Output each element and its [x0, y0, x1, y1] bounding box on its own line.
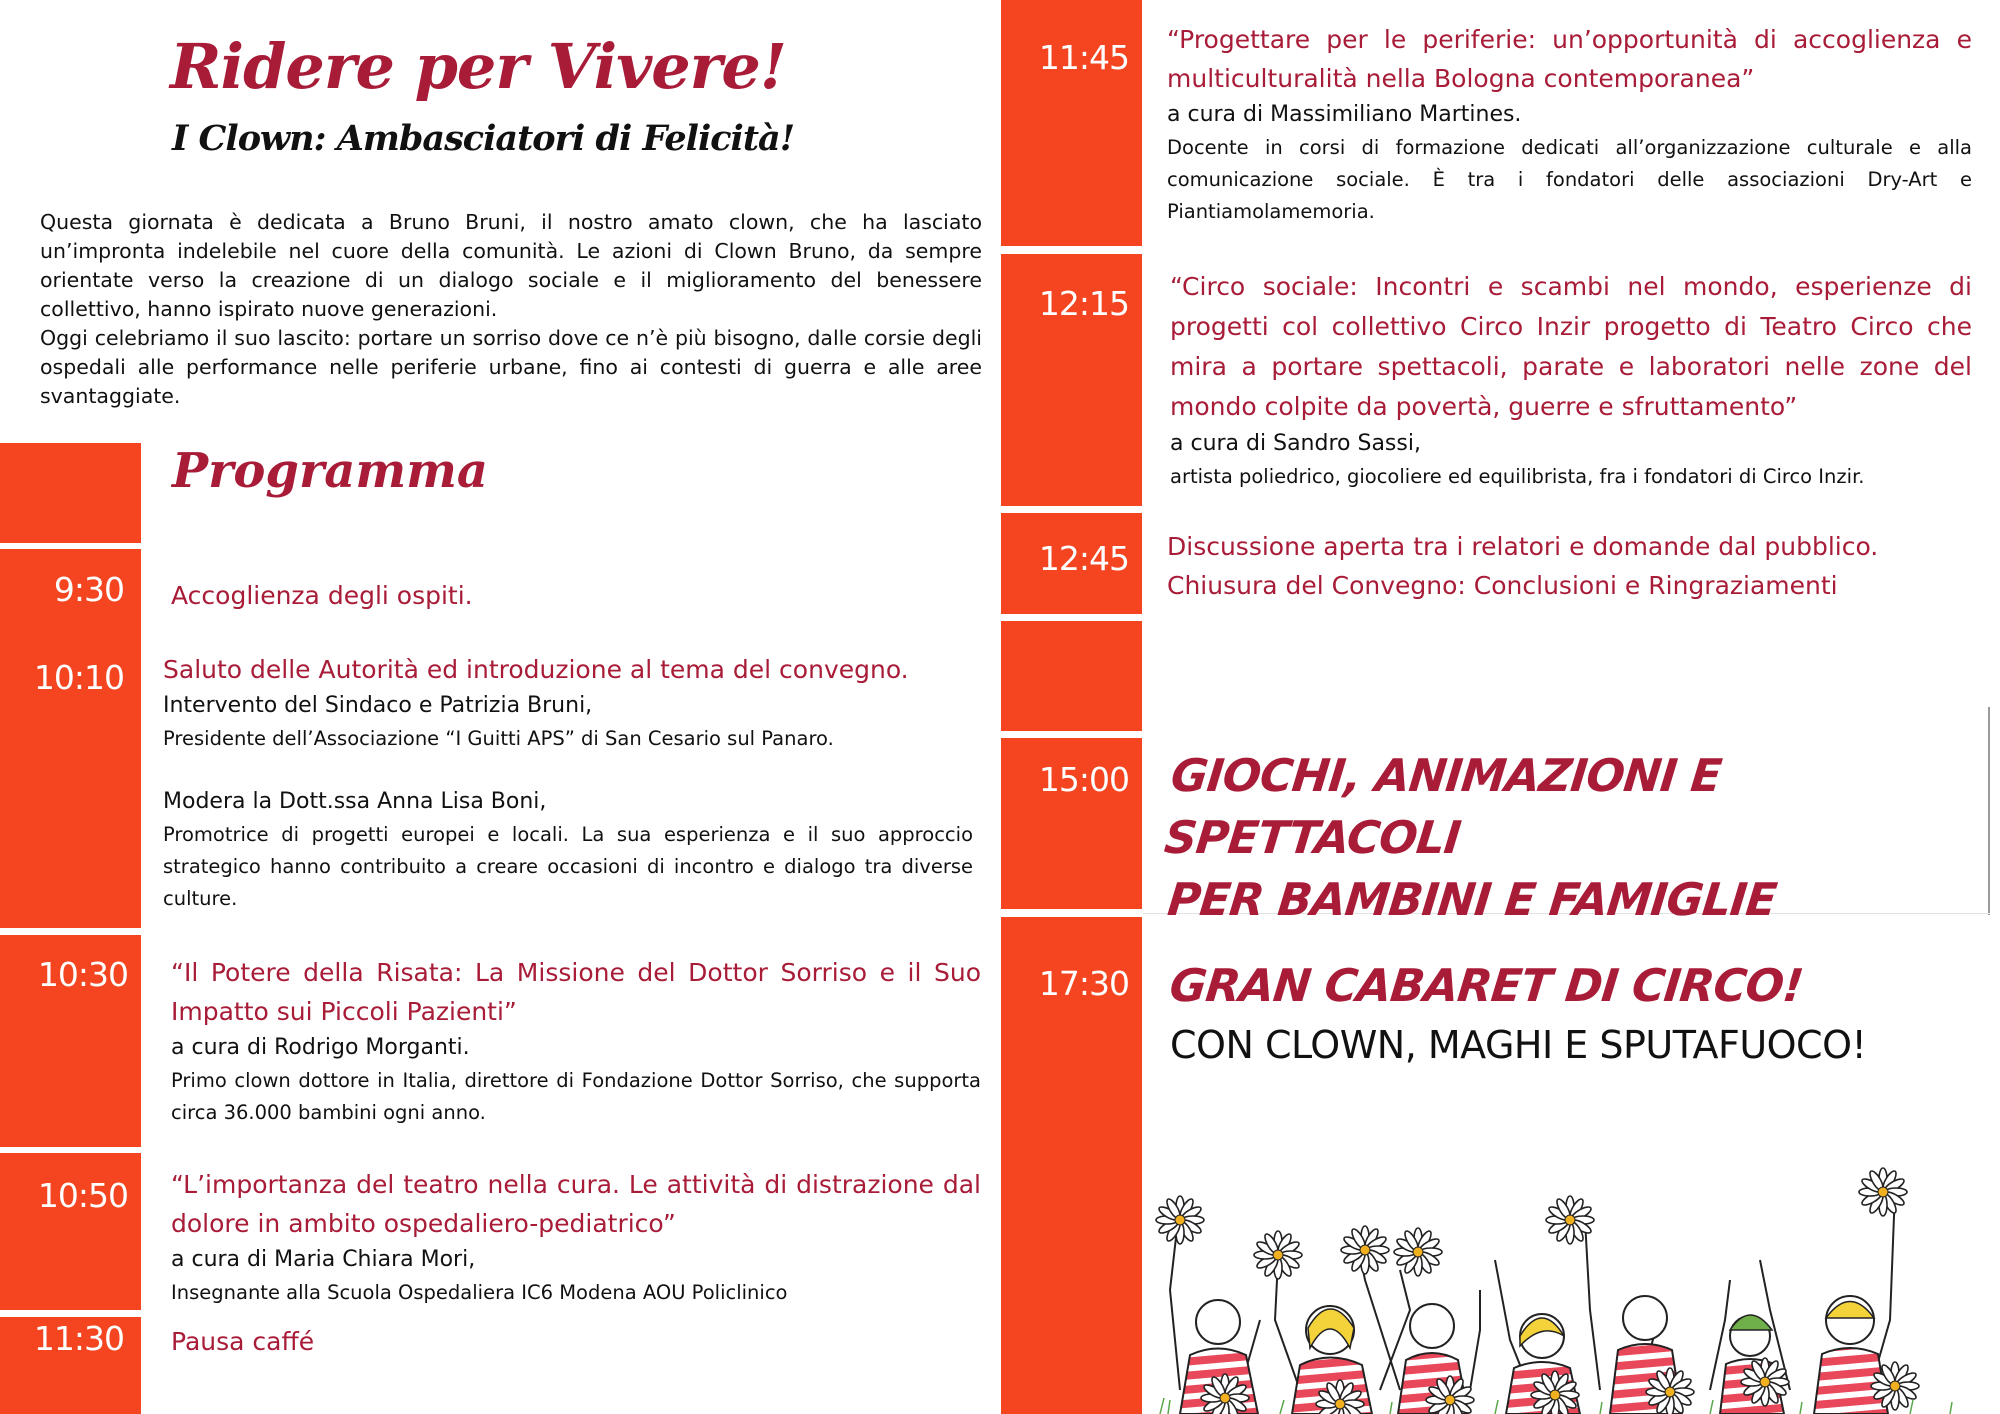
- event-1030: [171, 953, 981, 1129]
- event-closing: Chiusura del Convegno: Conclusioni e Ringraziamenti: [1167, 571, 1838, 600]
- event-1010: [163, 650, 973, 915]
- event-1145: [1167, 20, 1972, 228]
- event-time: 10:10: [33, 658, 124, 697]
- event-time: 12:15: [1038, 284, 1129, 323]
- intro-text: [40, 208, 982, 411]
- event-subtitle: CON CLOWN, MAGHI E SPUTAFUOCO!: [1170, 1023, 1867, 1067]
- time-block-1145: [1001, 0, 1142, 246]
- event-speaker: Intervento del Sindaco e Patrizia Bruni,: [163, 693, 593, 718]
- event-time: 15:00: [1038, 760, 1129, 799]
- intro-paragraph-2: Oggi celebriamo il suo lascito: portare un sorriso dove ce n’è più bisogno, dalle corsie degli ospedali alle performance nelle periferie urbane, fino ai contesti di guerra e alle aree svantaggiate.: [40, 326, 982, 408]
- event-title: GRAN CABARET DI CIRCO!: [1167, 959, 1806, 1012]
- page-subtitle: I Clown: Ambasciatori di Felicità!: [172, 118, 795, 159]
- event-title-line-2: PER BAMBINI E FAMIGLIE: [1165, 873, 1779, 926]
- event-1245: [1167, 527, 1972, 605]
- event-title: “Progettare per le periferie: un’opportunità di accoglienza e multiculturalità nella Bologna contemporanea”: [1167, 25, 1972, 93]
- event-description: artista poliedrico, giocoliere ed equilibrista, fra i fondatori di Circo Inzir.: [1170, 465, 1865, 488]
- event-moderator-description: Promotrice di progetti europei e locali. La sua esperienza e il suo approccio strategico hanno contribuito a creare occasioni di incontro e dialogo tra diverse culture.: [163, 823, 973, 910]
- event-time: 17:30: [1038, 964, 1129, 1003]
- event-title: “Circo sociale: Incontri e scambi nel mondo, esperienze di progetti col collettivo Circo Inzir progetto di Teatro Circo che mira a portare spettacoli, parate e laboratori nelle zone del mondo colpite da povertà, guerre e sfruttamento”: [1170, 272, 1972, 421]
- event-title: Pausa caffé: [171, 1327, 315, 1356]
- event-title: GIOCHI, ANIMAZIONI E SPETTACOLI: [1162, 749, 1724, 864]
- event-speaker: a cura di Massimiliano Martines.: [1167, 102, 1522, 127]
- event-time: 10:30: [37, 955, 128, 994]
- event-time: 11:45: [1038, 38, 1129, 77]
- event-1730: [1167, 955, 1990, 1067]
- time-block-programma: [0, 443, 141, 543]
- program-heading: Programma: [172, 443, 489, 499]
- event-speaker: a cura di Maria Chiara Mori,: [171, 1247, 476, 1272]
- page-title: Ridere per Vivere!: [170, 30, 786, 103]
- event-title: Accoglienza degli ospiti.: [171, 581, 473, 610]
- event-title: Discussione aperta tra i relatori e domande dal pubblico.: [1167, 532, 1879, 561]
- children-with-daisies-illustration-icon: [1150, 1150, 2000, 1414]
- event-1500: [1162, 745, 1988, 931]
- event-speaker: a cura di Rodrigo Morganti.: [171, 1035, 470, 1060]
- event-time: 11:30: [33, 1319, 124, 1358]
- event-title: Saluto delle Autorità ed introduzione al tema del convegno.: [163, 655, 909, 684]
- event-title: “Il Potere della Risata: La Missione del Dottor Sorriso e il Suo Impatto sui Piccoli Pazienti”: [171, 958, 981, 1026]
- event-description: Docente in corsi di formazione dedicati all’organizzazione culturale e alla comunicazione sociale. È tra i fondatori delle associazioni Dry-Art e Piantiamolamemoria.: [1167, 136, 1972, 223]
- time-block-empty: [1001, 621, 1142, 731]
- event-description: Presidente dell’Associazione “I Guitti APS” di San Cesario sul Panaro.: [163, 727, 834, 750]
- event-time: 10:50: [37, 1176, 128, 1215]
- event-description: Insegnante alla Scuola Ospedaliera IC6 Modena AOU Policlinico: [171, 1281, 788, 1304]
- event-description: Primo clown dottore in Italia, direttore di Fondazione Dottor Sorriso, che supporta circa 36.000 bambini ogni anno.: [171, 1069, 981, 1124]
- event-1050: [171, 1165, 981, 1309]
- event-moderator: Modera la Dott.ssa Anna Lisa Boni,: [163, 789, 547, 814]
- event-title: “L’importanza del teatro nella cura. Le attività di distrazione dal dolore in ambito ospedaliero-pediatrico”: [171, 1170, 981, 1238]
- intro-paragraph-1: Questa giornata è dedicata a Bruno Bruni, il nostro amato clown, che ha lasciato un’impronta indelebile nel cuore della comunità. Le azioni di Clown Bruno, da sempre orientate verso la creazione di un dialogo sociale e il miglioramento del benessere collettivo, hanno ispirato nuove generazioni.: [40, 210, 982, 321]
- event-speaker: a cura di Sandro Sassi,: [1170, 431, 1421, 456]
- event-1215: [1170, 267, 1972, 493]
- event-time: 12:45: [1038, 539, 1129, 578]
- event-time: 9:30: [53, 570, 124, 609]
